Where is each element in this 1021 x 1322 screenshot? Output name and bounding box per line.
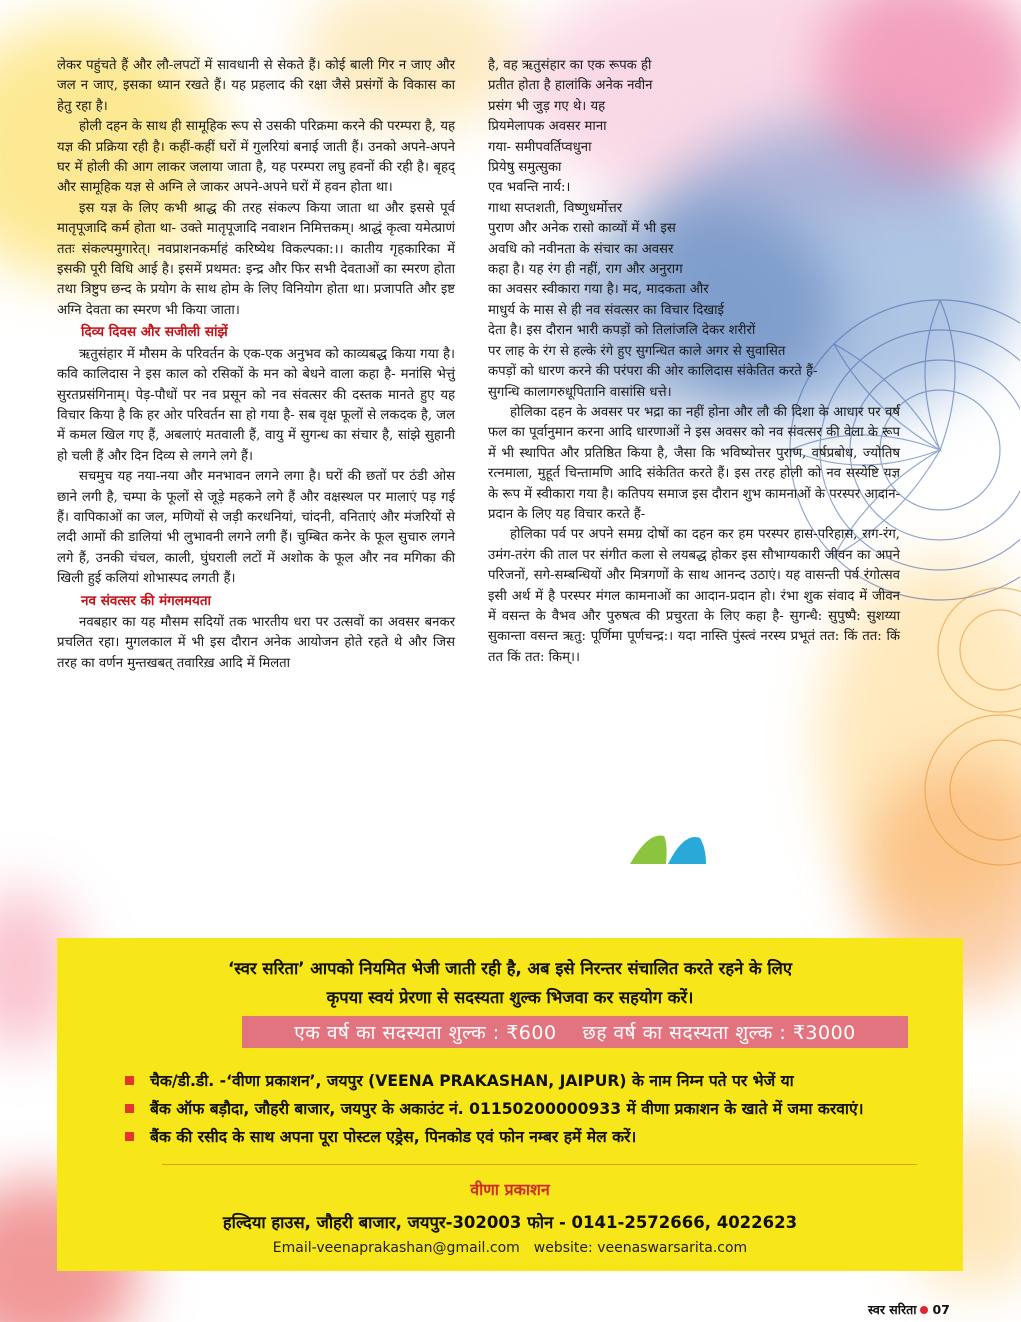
subscription-request: कृपया स्वयं प्रेरणा से सदस्यता शुल्क भिजवा कर सहयोग करें। — [326, 988, 694, 1007]
right-column — [488, 56, 900, 668]
list-item: बैंक की रसीद के साथ अपना पूरा पोस्टल एड्रेस, पिनकोड एवं फोन नम्बर हमें मेल करें। — [125, 1122, 955, 1150]
paragraph: होली दहन के साथ ही सामूहिक रूप से उसकी परिक्रमा करने की परम्परा है, यह यज्ञ की प्रक्रिया रही है। कहीं-कहीं घरों में गुलरियां बनाई जाती हैं। उनको अपने-अपने घर में होली की आग लाकर जलाया जाता है, यह परम्परा लघु हवनों की रही है। बृहद् और सामूहिक यज्ञ से अग्नि ले जाकर अपने-अपने घरों में हवन होता था। — [57, 119, 455, 196]
paragraph: नवबहार का यह मौसम सदियों तक भारतीय धरा पर उत्सवों का अवसर बनकर प्रचलित रहा। मुगलकाल में भी इस दौरान अनेक आयोजन होते रहते थे और जिस तरह का वर्णन मुन्तखबत् तवारिख़ आदि में मिलता — [57, 614, 455, 671]
paragraph: ऋतुसंहार में मौसम के परिवर्तन के एक-एक अनुभव को काव्यबद्ध किया गया है। कवि कालिदास ने इस काल को रसिकों के मन को बेधने वाला कहा है- मनांसि भेत्तुं सुरतप्रसंगिनाम्। पेड़-पौधों पर नव प्रसून को नव संवत्सर की दस्तक मानते हुए यह विचार किया है कि हर ओर परिवर्तन सा हो गया है- सब वृक्ष फूलों से लकदक है, जल में कमल खिल गए हैं, अबलाएं मतवाली हैं, वायु में सुगन्ध का संचार है, सांझे सुहानी हो चली हैं और दिन दिव्य से लगने लगे हैं। — [57, 346, 455, 464]
text-line: कपड़ों को धारण करने की परंपरा की ओर कालिदास संकेतित करते हैं- — [488, 364, 818, 380]
page-number: 07 — [932, 1302, 950, 1317]
publisher-name: वीणा प्रकाशन — [470, 1180, 550, 1199]
page-footer — [868, 1301, 950, 1318]
text-line: एव भवन्ति नार्य:। — [488, 180, 571, 196]
magazine-name: स्वर सरिता — [868, 1302, 917, 1317]
payment-instructions — [125, 1066, 955, 1150]
text-line: पुराण और अनेक रासो काव्यों में भी इस — [488, 221, 676, 237]
red-dot-icon — [920, 1306, 928, 1314]
contact-line — [57, 1240, 963, 1256]
paragraph: इस यज्ञ के लिए कभी श्राद्ध की तरह संकल्प किया जाता था और इससे पूर्व मातृपूजादि कर्म होता था- उक्ते मातृपूजादि नवाशन निमित्तकम्। श्राद्धं कृत्वा यमेत्प्राणं ततः संकल्पमुगारेत्। नवप्राशनकर्माहं करिष्येथ विकल्पका:।। कातीय गृहकारिका में इसकी पूरी विधि आई है। इसमें प्रथमत: इन्द्र और फिर सभी देवताओं का स्मरण होता तथा त्रिष्टुप छन्द के प्रयोग के साथ होम के लिए विनियोग होता था। प्रजापति और इष्ट अग्नि देवता का स्मरण भी किया जाता। — [57, 200, 455, 318]
color-powder-icon — [628, 830, 708, 866]
divider — [162, 1164, 917, 1165]
bullet-square-icon — [125, 1076, 134, 1085]
text-line: प्रतीत होता है हालांकि अनेक नवीन — [488, 78, 653, 94]
text-line: माधुर्य के मास से ही नव संवत्सर का विचार दिखाई — [488, 302, 725, 318]
paragraph: होलिका पर्व पर अपने समग्र दोषों का दहन कर हम परस्पर हास-परिहास, राग-रंग, उमंग-तरंग की ताल पर संगीत कला से लयबद्ध होकर इस सौभाग्यकारी जीवन का अपने परिजनों, सगे-सम्बन्धियों और मित्रगणों के साथ आनन्द उठाएं। यह वासन्ती पर्व रंगोत्सव इसी अर्थ में है परस्पर मंगल कामनाओं का आदान-प्रदान हो। रंभा शुक संवाद में जीवन में वसन्त के वैभव और पुरुषत्व की प्रचुरता के लिए कहा है- सुगन्धै: सुपुष्पै: सुशय्या सुकान्ता वसन्त ऋतु: पूर्णिमा पूर्णचन्द्र:। यदा नास्ति पुंस्त्वं नरस्य प्रभूतं तत: किं तत: किं तत किं तत: किम्।। — [488, 527, 900, 665]
paragraph: होलिका दहन के अवसर पर भद्रा का नहीं होना और लौ की दिशा के आधार पर वर्ष फल का पूर्वानुमान करना आदि धारणाओं ने इस अवसर को नव संवत्सर की वेला के रूप में भी स्थापित और प्रतिष्ठित किया है, जैसा कि भविष्योत्तर पुराण, वर्षप्रबोध, ज्योतिष रत्नमाला, मुहूर्त चिन्तामणि आदि संकेतित करते हैं। इस तरह होली को नव सस्येष्टि यज्ञ के रूप में स्वीकारा गया है। कतिपय समाज इस दौरान शुभ कामनाओं के परस्पर आदान-प्रदान के लिए यह विचार करते हैं- — [488, 404, 900, 522]
email-link[interactable]: Email-veenaprakashan@gmail.com — [272, 1240, 520, 1256]
text-line: कहा है। यह रंग ही नहीं, राग और अनुराग — [488, 262, 683, 278]
section-heading: नव संवत्सर की मंगलमयता — [81, 592, 212, 609]
subscription-box — [57, 938, 963, 1271]
text-line: देता है। इस दौरान भारी कपड़ों को तिलांजलि देकर शरीरों — [488, 323, 756, 339]
subscription-appeal: ‘स्वर सरिता’ आपको नियमित भेजी जाती रही है, अब इसे निरन्तर संचालित करते रहने के लिए — [228, 959, 792, 978]
text-line: गया- समीपवर्तिप्वधुना — [488, 139, 592, 155]
text-line: प्रियेषु समुत्सुका — [488, 160, 562, 176]
left-column — [57, 56, 455, 674]
text-line: का अवसर स्वीकारा गया है। मद, मादकता और — [488, 282, 709, 298]
section-heading: दिव्य दिवस और सजीली सांझें — [81, 324, 228, 341]
paragraph: सचमुच यह नया-नया और मनभावन लगने लगा है। घरों की छतों पर ठंडी ओस छाने लगी है, चम्पा के फूलों से जूड़े महकने लगे हैं और वक्षस्थल पर मालाएं पड़ गई हैं। वापिकाओं का जल, मणियों से जड़ी करधनियां, चांदनी, वनिताएं और मंजरियों से लदी आमों की डालियां भी लुभावनी लगने लगी हैं। चुम्बित कनेर के फूल सुचारु लगने लगे हैं, उनकी चंचल, काली, घुंघराली लटों में अशोक के फूल और नव मगिका की खिली हुई कलियां शोभास्पद लगती हैं। — [57, 469, 455, 587]
text-line: सुगन्धि कालागरुधूपितानि वासांसि धत्ते। — [488, 384, 672, 400]
paragraph: लेकर पहुंचते हैं और लौ-लपटों में सावधानी से सेकते हैं। कोई बाली गिर न जाए और जल न जाए, इसका ध्यान रखते हैं। यह प्रहलाद की रक्षा जैसे प्रसंगों के विकास का हेतु रहा है। — [57, 58, 455, 114]
website-link[interactable]: website: veenaswarsarita.com — [533, 1240, 748, 1256]
fee-six-year: छह वर्ष का सदस्यता शुल्क : ₹3000 — [582, 1022, 856, 1044]
publisher-address: हल्दिया हाउस, जौहरी बाजार, जयपुर-302003 फोन - 0141-2572666, 4022623 — [222, 1213, 798, 1232]
list-item: चैक/डी.डी. -‘वीणा प्रकाशन’, जयपुर (VEENA PRAKASHAN, JAIPUR) के नाम निम्न पते पर भेजें या — [125, 1066, 955, 1094]
text-line: अवधि को नवीनता के संचार का अवसर — [488, 241, 674, 257]
text-line: प्रियमेलापक अवसर माना — [488, 119, 607, 135]
text-line: है, वह ऋतुसंहार का एक रूपक ही — [488, 58, 652, 73]
text-line: पर लाह के रंग से हल्के रंगे हुए सुगन्धित काले अगर से सुवासित — [488, 343, 786, 359]
bullet-square-icon — [125, 1104, 134, 1113]
text-line: प्रसंग भी जुड़ गए थे। यह — [488, 98, 606, 114]
text-line: गाथा सप्तशती, विष्णुधर्मोत्तर — [488, 200, 623, 216]
bullet-square-icon — [125, 1132, 134, 1141]
fee-one-year: एक वर्ष का सदस्यता शुल्क : ₹600 — [294, 1022, 557, 1044]
fee-banner — [242, 1016, 908, 1048]
list-item: बैंक ऑफ बड़ौदा, जौहरी बाजार, जयपुर के अकाउंट नं. 01150200000933 में वीणा प्रकाशन के खाते में जमा करवाएं। — [125, 1094, 955, 1122]
